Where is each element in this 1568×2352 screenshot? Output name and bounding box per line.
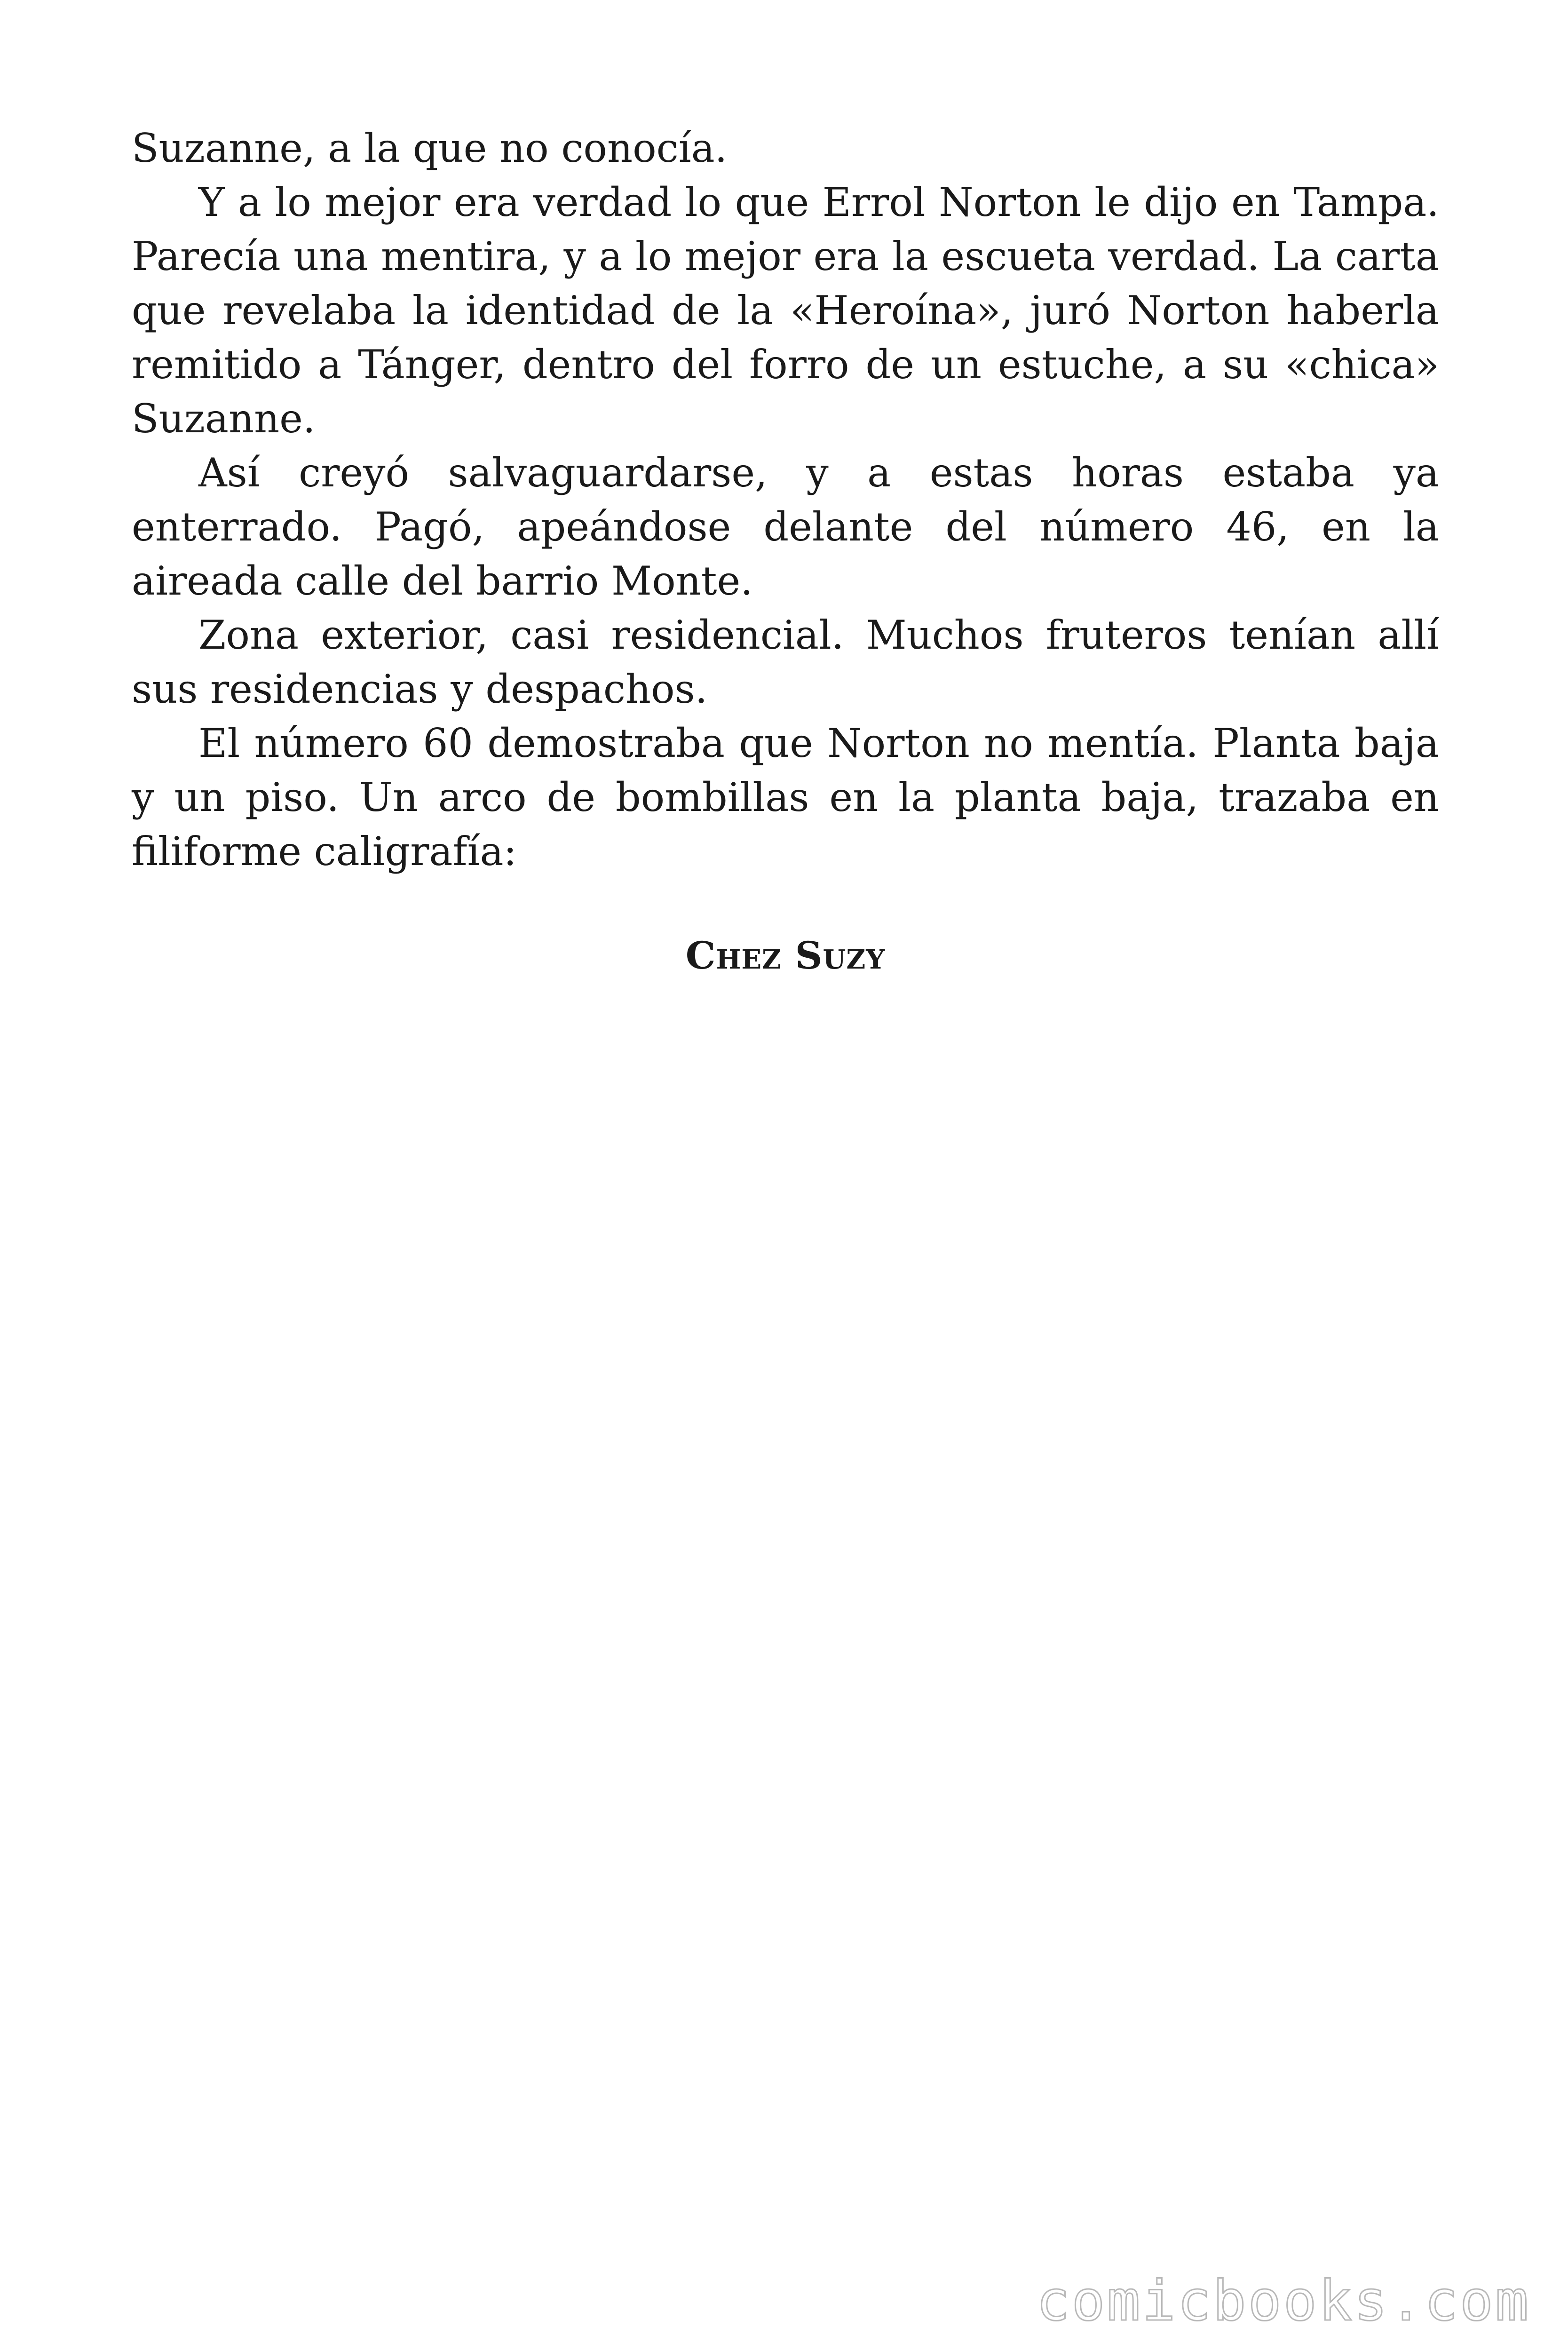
sign-text: Chez Suzy bbox=[685, 933, 886, 977]
paragraph-continuation: Suzanne, a la que no conocía. bbox=[132, 125, 728, 171]
paragraph: Zona exterior, casi residencial. Muchos fruteros tenían allí sus residencias y despachos. bbox=[132, 612, 1439, 712]
text-block bbox=[132, 121, 1439, 983]
paragraph: Así creyó salvaguardarse, y a estas horas estaba ya enterrado. Pagó, apeándose delante del número 46, en la aireada calle del barrio Monte. bbox=[132, 450, 1439, 604]
paragraph: El número 60 demostraba que Norton no mentía. Planta baja y un piso. Un arco de bombillas en la planta baja, trazaba en filiforme caligrafía: bbox=[132, 720, 1439, 874]
watermark: comicbooks.com bbox=[1036, 2268, 1530, 2333]
paragraph: Y a lo mejor era verdad lo que Errol Norton le dijo en Tampa. Parecía una mentira, y a lo mejor era la escueta verdad. La carta que revelaba la identidad de la «Heroína», juró Norton haberla remitido a Tánger, dentro del forro de un estuche, a su «chica» Suzanne. bbox=[132, 179, 1439, 442]
